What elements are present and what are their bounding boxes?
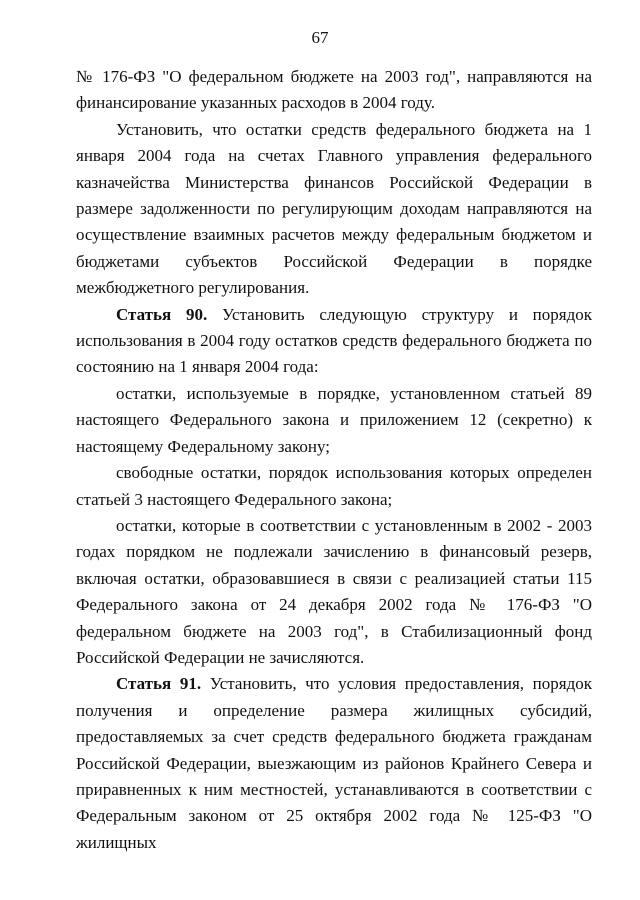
article-90-paragraph (76, 302, 592, 381)
body-text (76, 64, 592, 856)
paragraph (76, 117, 592, 302)
article-label: Статья 90. (116, 304, 208, 324)
paragraph-text: Установить следующую структуру и порядок использования в 2004 году остатков средств федерального бюджета по состоянию на 1 января 2004 года: (76, 304, 593, 377)
list-item-paragraph (76, 513, 592, 671)
paragraph-text: Установить, что остатки средств федерального бюджета на 1 января 2004 года на счетах Главного управления федерального казначейства Министерства финансов Российской Федерации в размере задолженности по регулирующим доходам направляются на осуществление взаимных расчетов между федеральным бюджетом и бюджетами субъектов Российской Федерации в порядке межбюджетного регулирования. (76, 119, 592, 298)
paragraph-continuation (76, 64, 592, 117)
paragraph-text: остатки, которые в соответствии с установленным в 2002 - 2003 годах порядком не подлежали зачислению в финансовый резерв, включая остатки, образовавшиеся в связи с реализацией статьи 115 Федерального закона от 24 декабря 2002 года № 176-ФЗ "О федеральном бюджете на 2003 год", в Стабилизационный фонд Российской Федерации не зачисляются. (76, 515, 592, 667)
paragraph-text: № 176-ФЗ "О федеральном бюджете на 2003 год", направляются на финансирование указанных расходов в 2004 году. (76, 67, 592, 113)
list-item-paragraph (76, 460, 592, 513)
paragraph-text: Установить, что условия предоставления, порядок получения и определение размера жилищных субсидий, предоставляемых за счет средств федерального бюджета гражданам Российской Федерации, выезжающим из районов Крайнего Севера и приравненных к ним местностей, устанавливаются в соответствии с Федеральным законом от 25 октября 2002 года № 125-ФЗ "О жилищных (76, 674, 592, 852)
paragraph-text: остатки, используемые в порядке, установленном статьей 89 настоящего Федерального закона и приложением 12 (секретно) к настоящему Федеральному закону; (76, 383, 592, 456)
article-label: Статья 91. (116, 674, 202, 694)
paragraph-text: свободные остатки, порядок использования которых определен статьей 3 настоящего Федерального закона; (76, 463, 592, 509)
article-91-paragraph (76, 671, 592, 856)
list-item-paragraph (76, 381, 592, 460)
page-number: 67 (311, 28, 329, 47)
